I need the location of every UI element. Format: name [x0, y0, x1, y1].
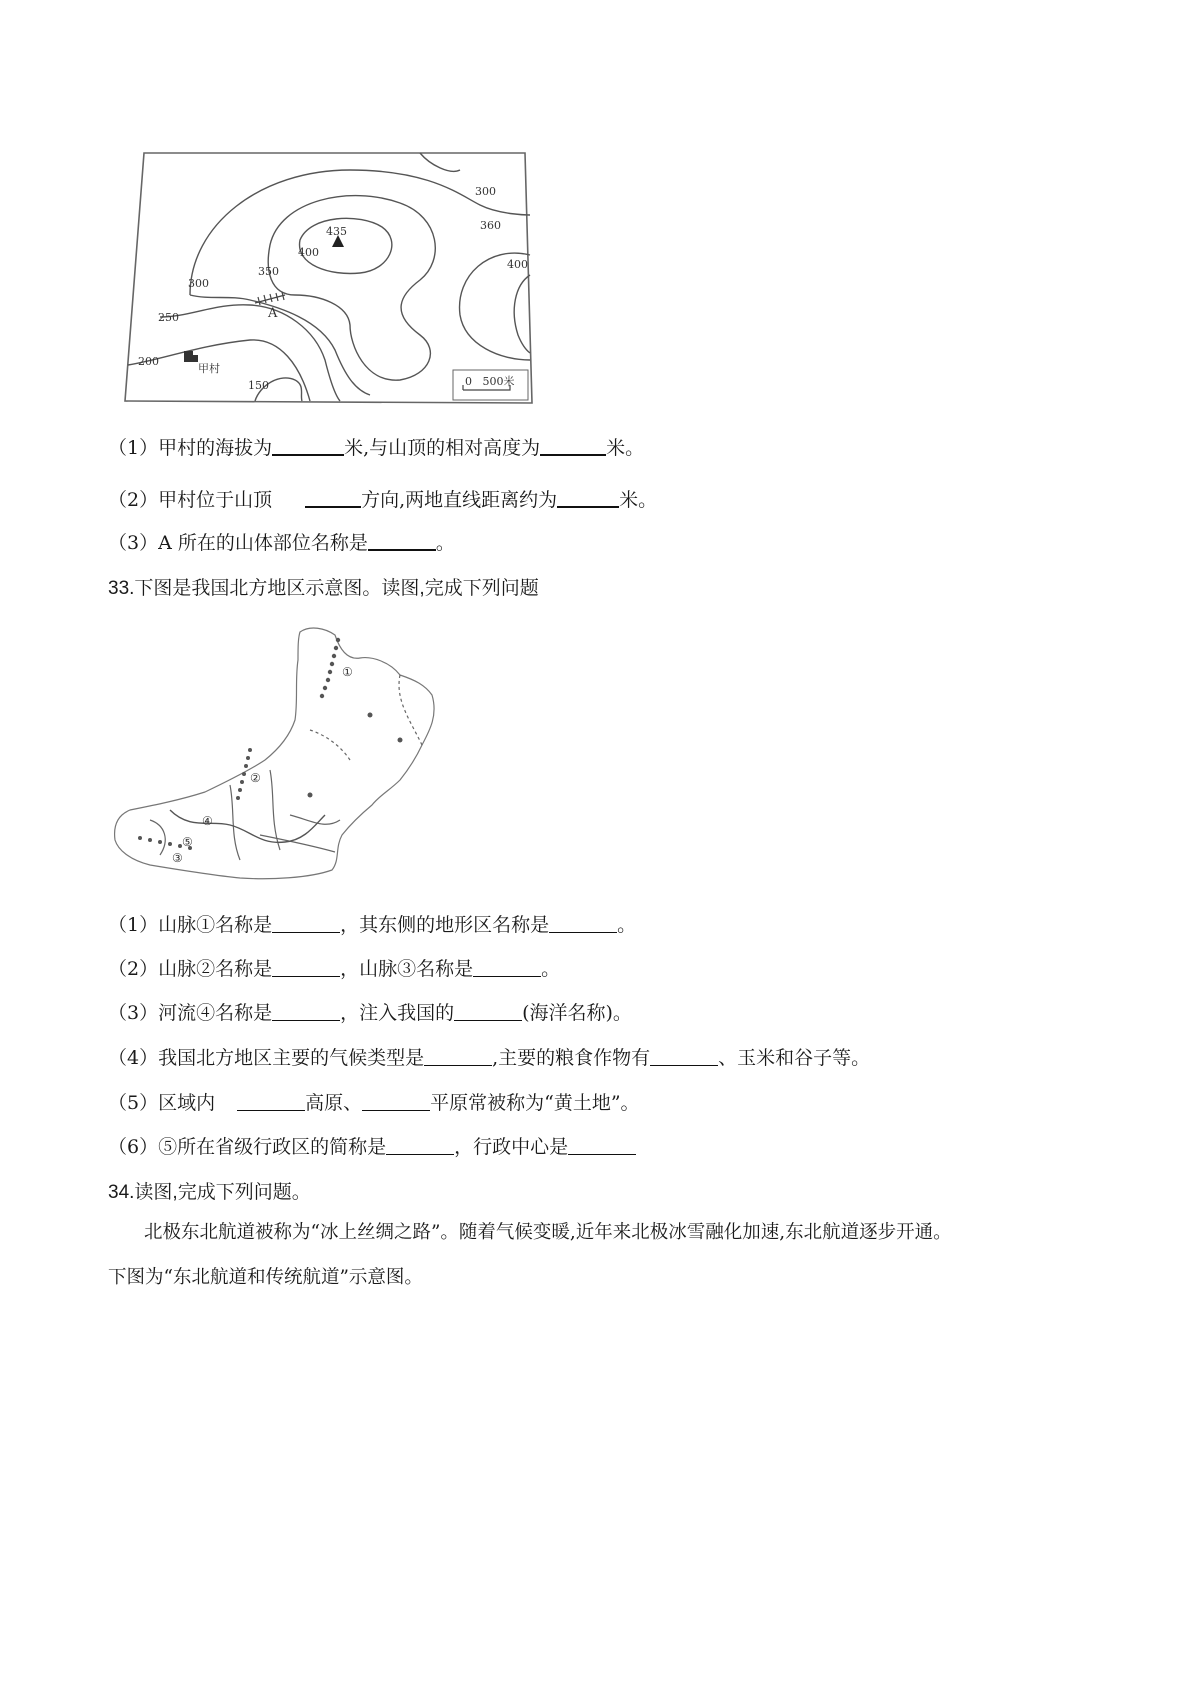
q33-sub5-mid: 高原、: [305, 1092, 363, 1114]
peak-elevation-label: 435: [326, 225, 347, 238]
q32-sub3-prefix: （3）A 所在的山体部位名称是: [108, 532, 368, 554]
q32-sub3-suffix: 。: [435, 532, 455, 554]
q33-sub2-blank1[interactable]: [272, 958, 340, 977]
map-label-3: ③: [172, 851, 183, 865]
q33-sub5-prefix: （5）区域内: [108, 1092, 216, 1114]
q33-sub3-mid: ，注入我国的: [340, 1002, 455, 1024]
scale-label: 0 500米: [465, 375, 515, 388]
q32-sub2-suffix: 米。: [619, 489, 658, 511]
q32-sub1-mid: 米,与山顶的相对高度为: [344, 437, 541, 459]
q33-sub1-suffix: 。: [617, 914, 637, 936]
q33-sub1-prefix: （1）山脉①名称是: [108, 914, 273, 936]
map-label-1: ①: [342, 665, 353, 679]
village-label: 甲村: [198, 362, 220, 375]
contour-label-200: 200: [138, 355, 159, 368]
q32-sub1-blank1[interactable]: [272, 436, 344, 456]
q33-sub2-suffix: 。: [541, 958, 561, 980]
q32-sub1-suffix: 米。: [606, 437, 645, 459]
q32-sub3-blank1[interactable]: [368, 531, 436, 551]
q33-sub4-suffix: 、玉米和谷子等。: [718, 1047, 871, 1069]
q33-sub4: [108, 1045, 870, 1071]
q33-sub6-blank1[interactable]: [386, 1136, 454, 1155]
q33-sub6-blank2[interactable]: [568, 1136, 636, 1155]
q33-sub2: [108, 956, 560, 982]
q33-sub6-mid: ，行政中心是: [454, 1136, 569, 1158]
contour-label-300-left: 300: [188, 277, 209, 290]
contour-map-figure: [120, 145, 550, 415]
q33-sub2-blank2[interactable]: [473, 958, 541, 977]
map-label-4: ④: [202, 814, 213, 828]
q33-sub3-prefix: （3）河流④名称是: [108, 1002, 273, 1024]
contour-label-150: 150: [248, 379, 269, 392]
q33-title: 33.下图是我国北方地区示意图。读图,完成下列问题: [108, 578, 539, 599]
q32-sub2-blank1[interactable]: [305, 488, 361, 508]
q33-sub4-blank2[interactable]: [650, 1047, 718, 1066]
contour-label-400-left: 400: [298, 246, 319, 259]
q34-title: 34.读图,完成下列问题。: [108, 1182, 311, 1203]
q33-sub5-blank1[interactable]: [237, 1092, 305, 1111]
q33-sub3-blank2[interactable]: [454, 1002, 522, 1021]
q33-sub3-suffix: (海洋名称)。: [522, 1002, 632, 1024]
north-china-map-figure: [110, 620, 455, 885]
q32-sub2-prefix: （2）甲村位于山顶: [108, 489, 273, 511]
q33-sub3: [108, 1000, 632, 1026]
contour-label-250: 250: [158, 311, 179, 324]
q33-sub1-mid: ，其东侧的地形区名称是: [340, 914, 550, 936]
q33-sub3-blank1[interactable]: [272, 1002, 340, 1021]
map-label-5: ⑤: [182, 835, 193, 849]
contour-label-350: 350: [258, 265, 279, 278]
q33-sub1: [108, 912, 636, 938]
q33-sub4-mid: ,主要的粮食作物有: [492, 1047, 651, 1069]
q33-sub2-mid: ，山脉③名称是: [340, 958, 474, 980]
q32-sub1-blank2[interactable]: [540, 436, 606, 456]
q32-sub3: [108, 530, 455, 556]
q33-sub4-prefix: （4）我国北方地区主要的气候类型是: [108, 1047, 425, 1069]
q32-sub2-mid: 方向,两地直线距离约为: [361, 489, 558, 511]
contour-label-360: 360: [480, 219, 501, 232]
q33-sub1-blank1[interactable]: [272, 914, 340, 933]
q34-paragraph-line2: 下图为“东北航道和传统航道”示意图。: [108, 1267, 423, 1288]
q34-paragraph-line1: 北极东北航道被称为“冰上丝绸之路”。随着气候变暖,近年来北极冰雪融化加速,东北航道逐步开通。: [144, 1222, 952, 1243]
q33-sub5: [108, 1090, 640, 1116]
point-a-label: A: [268, 306, 278, 321]
q32-sub1-prefix: （1）甲村的海拔为: [108, 437, 273, 459]
contour-label-400-right: 400: [507, 258, 528, 271]
q32-sub2-blank2[interactable]: [557, 488, 619, 508]
q33-sub1-blank2[interactable]: [549, 914, 617, 933]
q33-sub5-suffix: 平原常被称为“黄土地”。: [430, 1092, 640, 1114]
contour-label-300-right: 300: [475, 185, 496, 198]
q33-sub4-blank1[interactable]: [424, 1047, 492, 1066]
q33-sub2-prefix: （2）山脉②名称是: [108, 958, 273, 980]
q33-sub6-prefix: （6）⑤所在省级行政区的简称是: [108, 1136, 387, 1158]
map-label-2: ②: [250, 771, 261, 785]
q33-sub5-blank2[interactable]: [362, 1092, 430, 1111]
q33-sub6: [108, 1134, 636, 1160]
q32-sub1: [108, 435, 644, 461]
q32-sub2: [108, 487, 657, 513]
